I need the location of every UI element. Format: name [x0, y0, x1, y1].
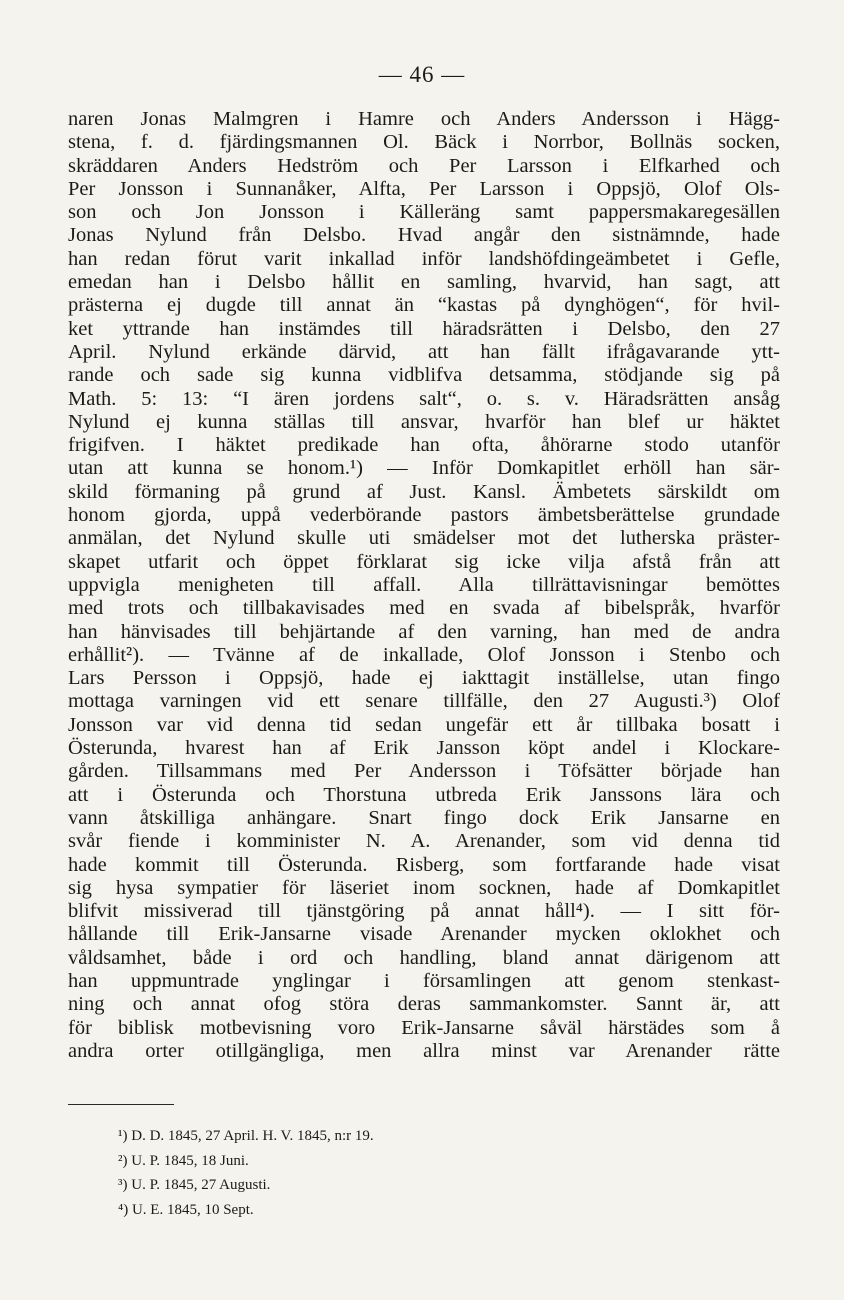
text-line: utan att kunna se honom.¹) — Inför Domkapitlet erhöll han sär- [68, 457, 780, 480]
footnote: ³) U. P. 1845, 27 Augusti. [118, 1177, 271, 1193]
text-line: blifvit missiverad till tjänstgöring på annat håll⁴). — I sitt för- [68, 900, 780, 923]
text-line: hållande till Erik-Jansarne visade Arenander mycken oklokhet och [68, 923, 780, 946]
text-line: naren Jonas Malmgren i Hamre och Anders Andersson i Hägg- [68, 108, 780, 130]
text-line: Österunda, hvarest han af Erik Jansson köpt andel i Klockare- [68, 737, 780, 760]
text-line: Nylund ej kunna ställas till ansvar, hvarför han blef ur häktet [68, 410, 780, 433]
text-line: skapet utfarit och öppet förklarat sig icke vilja afstå från att [68, 550, 780, 573]
text-line: skild förmaning på grund af Just. Kansl. Ämbetets särskildt om [68, 480, 780, 503]
text-line: han redan förut varit inkallad inför landshöfdingeämbetet i Gefle, [68, 247, 780, 270]
text-line: stena, f. d. fjärdingsmannen Ol. Bäck i Norrbor, Bollnäs socken, [68, 131, 780, 154]
text-line: rande och sade sig kunna vidblifva detsamma, stödjande sig på [68, 364, 780, 387]
text-line: uppvigla menigheten till affall. Alla tillrättavisningar bemöttes [68, 573, 780, 596]
text-line: våldsamhet, både i ord och handling, bland annat därigenom att [68, 946, 780, 969]
text-line: med trots och tillbakavisades med en svada af bibelspråk, hvarför [68, 597, 780, 620]
text-line: ning och annat ofog störa deras sammankomster. Sannt är, att [68, 993, 780, 1016]
text-line: vann åtskilliga anhängare. Snart fingo dock Erik Jansarne en [68, 806, 780, 829]
text-line: frigifven. I häktet predikade han ofta, åhörarne stodo utanför [68, 434, 780, 457]
text-line: hade kommit till Österunda. Risberg, som fortfarande hade visat [68, 853, 780, 876]
text-line: skräddaren Anders Hedström och Per Larsson i Elfkarhed och [68, 154, 780, 177]
text-line: April. Nylund erkände därvid, att han fällt ifrågavarande ytt- [68, 340, 780, 363]
footnotes [118, 1124, 618, 1222]
text-line: emedan han i Delsbo hållit en samling, hvarvid, han sagt, att [68, 271, 780, 294]
text-line: att i Österunda och Thorstuna utbreda Erik Janssons lära och [68, 783, 780, 806]
footnote: ⁴) U. E. 1845, 10 Sept. [118, 1201, 254, 1218]
text-line: Jonsson var vid denna tid sedan ungefär ett år tillbaka bosatt i [68, 713, 780, 736]
footnote-divider [68, 1104, 174, 1105]
text-line: för biblisk motbevisning voro Erik-Jansarne såväl härstädes som å [68, 1016, 780, 1039]
text-line: erhållit²). — Tvänne af de inkallade, Olof Jonsson i Stenbo och [68, 643, 780, 666]
text-line: anmälan, det Nylund skulle uti smädelser mot det lutherska präster- [68, 527, 780, 550]
text-line: mottaga varningen vid ett senare tillfälle, den 27 Augusti.³) Olof [68, 690, 780, 713]
text-line: han hänvisades till behjärtande af den varning, han med de andra [68, 620, 780, 643]
text-line: sig hysa sympatier för läseriet inom socknen, hade af Domkapitlet [68, 876, 780, 899]
text-line: son och Jon Jonsson i Källeräng samt pappersmakaregesällen [68, 201, 780, 224]
footnote: ¹) D. D. 1845, 27 April. H. V. 1845, n:r 19. [118, 1128, 374, 1144]
text-line: prästerna ej dugde till annat än “kastas på dynghögen“, för hvil- [68, 294, 780, 317]
footnote: ²) U. P. 1845, 18 Juni. [118, 1152, 249, 1169]
text-line: andra orter otillgängliga, men allra minst var Arenander rätte [68, 1039, 780, 1062]
text-line: svår fiende i komminister N. A. Arenander, som vid denna tid [68, 830, 780, 853]
text-line: Jonas Nylund från Delsbo. Hvad angår den sistnämnde, hade [68, 224, 780, 247]
page-number: — 46 — [378, 62, 466, 87]
body-text [68, 108, 780, 1063]
text-line: han uppmuntrade ynglingar i församlingen att genom stenkast- [68, 969, 780, 992]
text-line: Lars Persson i Oppsjö, hade ej iakttagit inställelse, utan fingo [68, 667, 780, 690]
text-line: ket yttrande han instämdes till häradsrätten i Delsbo, den 27 [68, 317, 780, 340]
text-line: Per Jonsson i Sunnanåker, Alfta, Per Larsson i Oppsjö, Olof Ols- [68, 177, 780, 200]
text-line: Math. 5: 13: “I ären jordens salt“, o. s. v. Häradsrätten ansåg [68, 387, 780, 410]
text-line: gården. Tillsammans med Per Andersson i Töfsätter började han [68, 760, 780, 783]
text-line: honom gjorda, uppå vederbörande pastors ämbetsberättelse grundade [68, 504, 780, 527]
